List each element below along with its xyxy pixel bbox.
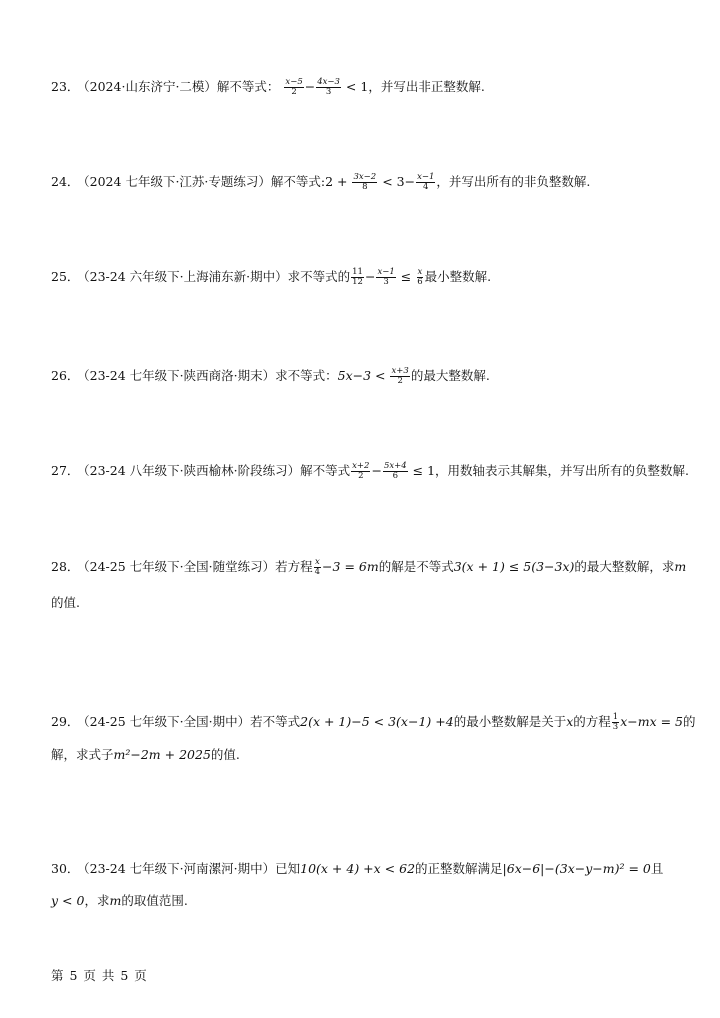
question-number: 24． (51, 174, 80, 189)
fraction: $\frac{x-1}{3}$ (377, 267, 395, 287)
question-text: 的最大整数解. (410, 368, 490, 383)
question-text: ，用数轴表示其解集，并写出所有的负整数解. (435, 463, 690, 478)
fraction: $\frac{x}{4}$ (314, 557, 321, 577)
question-number: 28． (51, 559, 80, 574)
fraction: $\frac{x-5}{2}$ (285, 77, 303, 97)
question-number: 30． (51, 861, 80, 876)
question-source: （23-24 六年级下·上海浦东新·期中）求不等式的 (83, 269, 351, 284)
question-25: 25． （23-24 六年级下·上海浦东新·期中）求不等式的 $\frac{11}{12}$ − $\frac{x-1}{3}$ ≤ $\frac{x}{6}$ 最小整数解. (51, 267, 492, 287)
question-30: 30． （23-24 七年级下·河南漯河·期中）已知10(x + 4) +x < 62的正整数解满足|6x−6|−(3x−y−m)² = 0且 (51, 861, 664, 876)
question-29-line2: 解，求式子m²−2m + 2025的值. (51, 747, 240, 762)
question-text: 的值. (51, 595, 80, 610)
question-number: 27． (51, 463, 80, 478)
question-24: 24． （2024 七年级下·江苏·专题练习）解不等式:2 + $\frac{3x-2}{8}$ < 3− $\frac{x-1}{4}$ ，并写出所有的非负整数解. (51, 172, 591, 192)
fraction: $\frac{3x-2}{8}$ (353, 172, 377, 192)
fraction: $\frac{5x+4}{6}$ (383, 461, 407, 481)
page-footer: 第 5 页 共 5 页 (51, 968, 148, 983)
question-source: （24-25 七年级下·全国·期中）若不等式 (83, 714, 301, 729)
fraction: $\frac{4x-3}{3}$ (317, 77, 340, 97)
question-number: 26． (51, 368, 80, 383)
fraction: $\frac{11}{12}$ (352, 267, 363, 287)
question-27: 27． （23-24 八年级下·陕西榆林·阶段练习）解不等式 $\frac{x+2}{2}$ − $\frac{5x+4}{6}$ ≤ 1，用数轴表示其解集，并写出所有的负整数解. (51, 461, 690, 481)
question-text: ，并写出非正整数解. (368, 79, 485, 94)
question-29: 29． （24-25 七年级下·全国·期中）若不等式2(x + 1)−5 < 3(x−1) +4的最小整数解是关于x的方程 $\frac{1}{3}$ x−mx = 5的 (51, 712, 696, 732)
question-28: 28． （24-25 七年级下·全国·随堂练习）若方程 $\frac{x}{4}$ −3 = 6m的解是不等式3(x + 1) ≤ 5(3−3x)的最大整数解，求m (51, 557, 687, 577)
question-number: 25． (51, 269, 80, 284)
question-source: （2024·山东济宁·二模）解不等式： (83, 79, 280, 94)
fraction: $\frac{x}{6}$ (417, 267, 423, 287)
question-text: 解，求式子 (51, 747, 114, 762)
question-26: 26． （23-24 七年级下·陕西商洛·期末）求不等式：5x−3 < $\frac{x+3}{2}$ 的最大整数解. (51, 366, 490, 386)
question-23: 23． （2024·山东济宁·二模）解不等式： $\frac{x-5}{2}$ − $\frac{4x-3}{3}$ < 1，并写出非正整数解. (51, 77, 485, 97)
question-text: ，求 (84, 893, 110, 908)
fraction: $\frac{1}{3}$ (612, 712, 619, 732)
question-28-line2 (51, 593, 80, 611)
question-source: （2024 七年级下·江苏·专题练习）解不等式: (83, 174, 326, 189)
question-source: （23-24 七年级下·河南漯河·期中）已知 (83, 861, 301, 876)
fraction: $\frac{x-1}{4}$ (417, 172, 435, 192)
fraction: $\frac{x+3}{2}$ (391, 366, 409, 386)
fraction: $\frac{x+2}{2}$ (352, 461, 370, 481)
question-text: 的最大整数解，求 (574, 559, 675, 574)
question-30-line2: y < 0，求m的取值范围. (51, 893, 188, 908)
question-number: 23． (51, 79, 80, 94)
question-number: 29． (51, 714, 80, 729)
question-source: （24-25 七年级下·全国·随堂练习）若方程 (83, 559, 313, 574)
question-text: 最小整数解. (424, 269, 492, 284)
question-source: （23-24 八年级下·陕西榆林·阶段练习）解不等式 (83, 463, 351, 478)
question-source: （23-24 七年级下·陕西商洛·期末）求不等式： (83, 368, 338, 383)
question-text: ，并写出所有的非负整数解. (436, 174, 591, 189)
